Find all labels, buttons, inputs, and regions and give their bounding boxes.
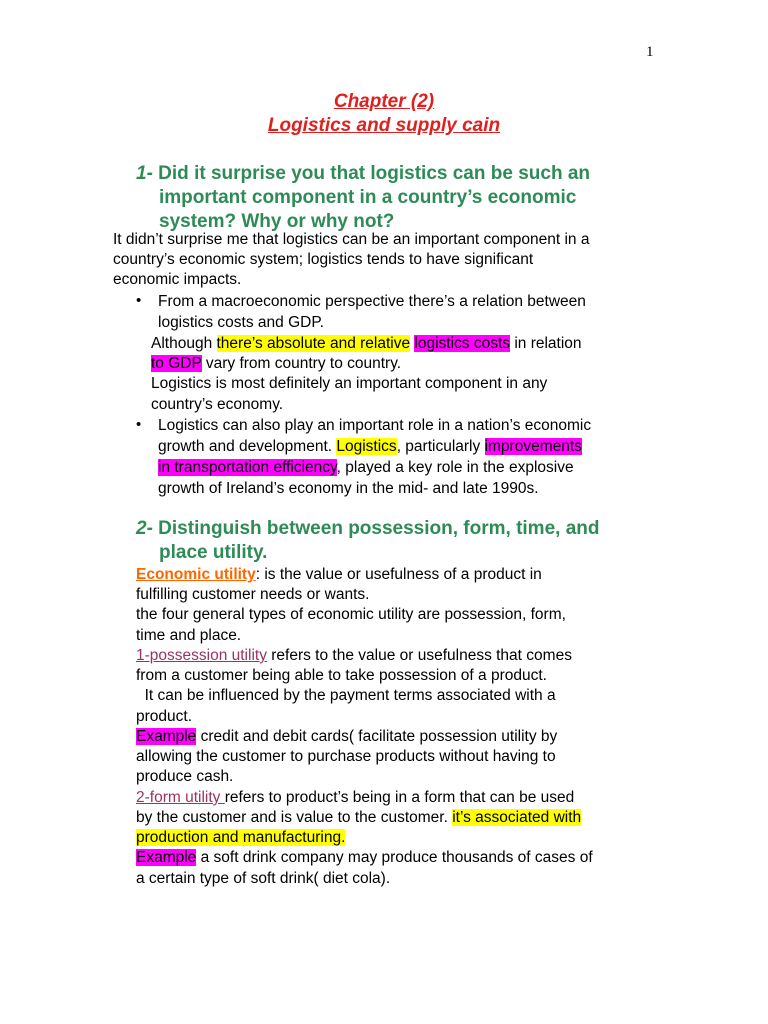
example-label: Example xyxy=(136,849,197,866)
bullet-2-line2 xyxy=(158,437,582,457)
answer-1-line1: It didn’t surprise me that logistics can be an important component in a xyxy=(113,231,590,248)
text-span: in relation xyxy=(510,335,582,352)
page-number: 1 xyxy=(646,44,654,60)
text-span: : is the value or usefulness of a product in xyxy=(255,566,542,583)
text-span: by the customer and is value to the customer. xyxy=(136,809,453,826)
text-span: , particularly xyxy=(396,438,485,455)
text-span: , played a key role in the explosive xyxy=(336,459,574,476)
chapter-heading: Chapter (2) xyxy=(333,91,435,112)
question-1 xyxy=(136,162,736,234)
answer-2-line11: produce cash. xyxy=(136,768,234,785)
text-span: growth and development. xyxy=(158,438,337,455)
answer-2-line10: allowing the customer to purchase products without having to xyxy=(136,748,556,765)
text-span: a soft drink company may produce thousands of cases of xyxy=(196,849,593,866)
answer-2-line13 xyxy=(136,808,581,828)
question-2-line1: Distinguish between possession, form, time, and xyxy=(152,518,600,539)
question-1-number: 1- xyxy=(136,163,153,184)
answer-2-line2: fulfilling customer needs or wants. xyxy=(136,586,370,603)
highlight-magenta: logistics costs xyxy=(414,335,511,352)
answer-2-line15 xyxy=(136,848,593,868)
text-span: refers to the value or usefulness that comes xyxy=(266,647,572,664)
bullet-1-line1: From a macroeconomic perspective there’s a relation between xyxy=(158,293,586,310)
highlight-yellow: Logistics xyxy=(336,438,397,455)
bullet-2-line4: growth of Ireland’s economy in the mid- and late 1990s. xyxy=(158,480,539,497)
economic-utility-term: Economic utility xyxy=(136,566,256,583)
highlight-magenta: to GDP xyxy=(151,355,202,372)
highlight-magenta: improvements xyxy=(484,438,582,455)
highlight-magenta: in transportation efficiency xyxy=(158,459,337,476)
question-1-line2: important component in a country’s economic xyxy=(159,187,577,208)
answer-2-line12 xyxy=(136,788,574,808)
answer-2-line6: from a customer being able to take possession of a product. xyxy=(136,667,547,684)
bullet-icon: • xyxy=(136,292,142,309)
paragraph-1-line4: country’s economy. xyxy=(151,396,284,413)
answer-2-line14 xyxy=(136,828,345,848)
question-2 xyxy=(136,517,736,565)
text-span: refers to product’s being in a form that can be used xyxy=(224,789,575,806)
example-label: Example xyxy=(136,728,197,745)
answer-2-line16: a certain type of soft drink( diet cola). xyxy=(136,870,391,887)
answer-2-line4: time and place. xyxy=(136,627,242,644)
highlight-yellow: there’s absolute and relative xyxy=(216,335,411,352)
answer-1-line3: economic impacts. xyxy=(113,271,242,288)
paragraph-1-line3: Logistics is most definitely an important component in any xyxy=(151,375,548,392)
answer-1-line2: country’s economic system; logistics tends to have significant xyxy=(113,251,534,268)
possession-utility-term: 1-possession utility xyxy=(136,647,267,664)
bullet-1-line2: logistics costs and GDP. xyxy=(158,314,324,331)
paragraph-1-line1 xyxy=(151,334,582,354)
text-span: credit and debit cards( facilitate possession utility by xyxy=(196,728,558,745)
answer-2-line8: product. xyxy=(136,708,193,725)
paragraph-1-line2 xyxy=(151,354,401,374)
text-span: Although xyxy=(151,335,217,352)
highlight-yellow: production and manufacturing. xyxy=(136,829,346,846)
answer-2-line9 xyxy=(136,727,557,747)
answer-2-line3: the four general types of economic utility are possession, form, xyxy=(136,606,566,623)
bullet-2-line1: Logistics can also play an important role in a nation’s economic xyxy=(158,417,592,434)
bullet-2-line3 xyxy=(158,458,574,478)
form-utility-term: 2-form utility xyxy=(136,789,225,806)
highlight-yellow: it’s associated with xyxy=(452,809,582,826)
question-1-line1: Did it surprise you that logistics can be such an xyxy=(152,163,590,184)
question-2-line2: place utility. xyxy=(159,542,268,563)
question-1-line3: system? Why or why not? xyxy=(159,211,395,232)
chapter-title: Logistics and supply cain xyxy=(267,115,501,136)
answer-2-line5 xyxy=(136,646,572,666)
answer-2-line7: It can be influenced by the payment terms associated with a xyxy=(136,687,556,704)
answer-2-line1 xyxy=(136,565,542,585)
text-span: vary from country to country. xyxy=(201,355,402,372)
bullet-icon: • xyxy=(136,416,142,433)
question-2-number: 2- xyxy=(136,518,153,539)
